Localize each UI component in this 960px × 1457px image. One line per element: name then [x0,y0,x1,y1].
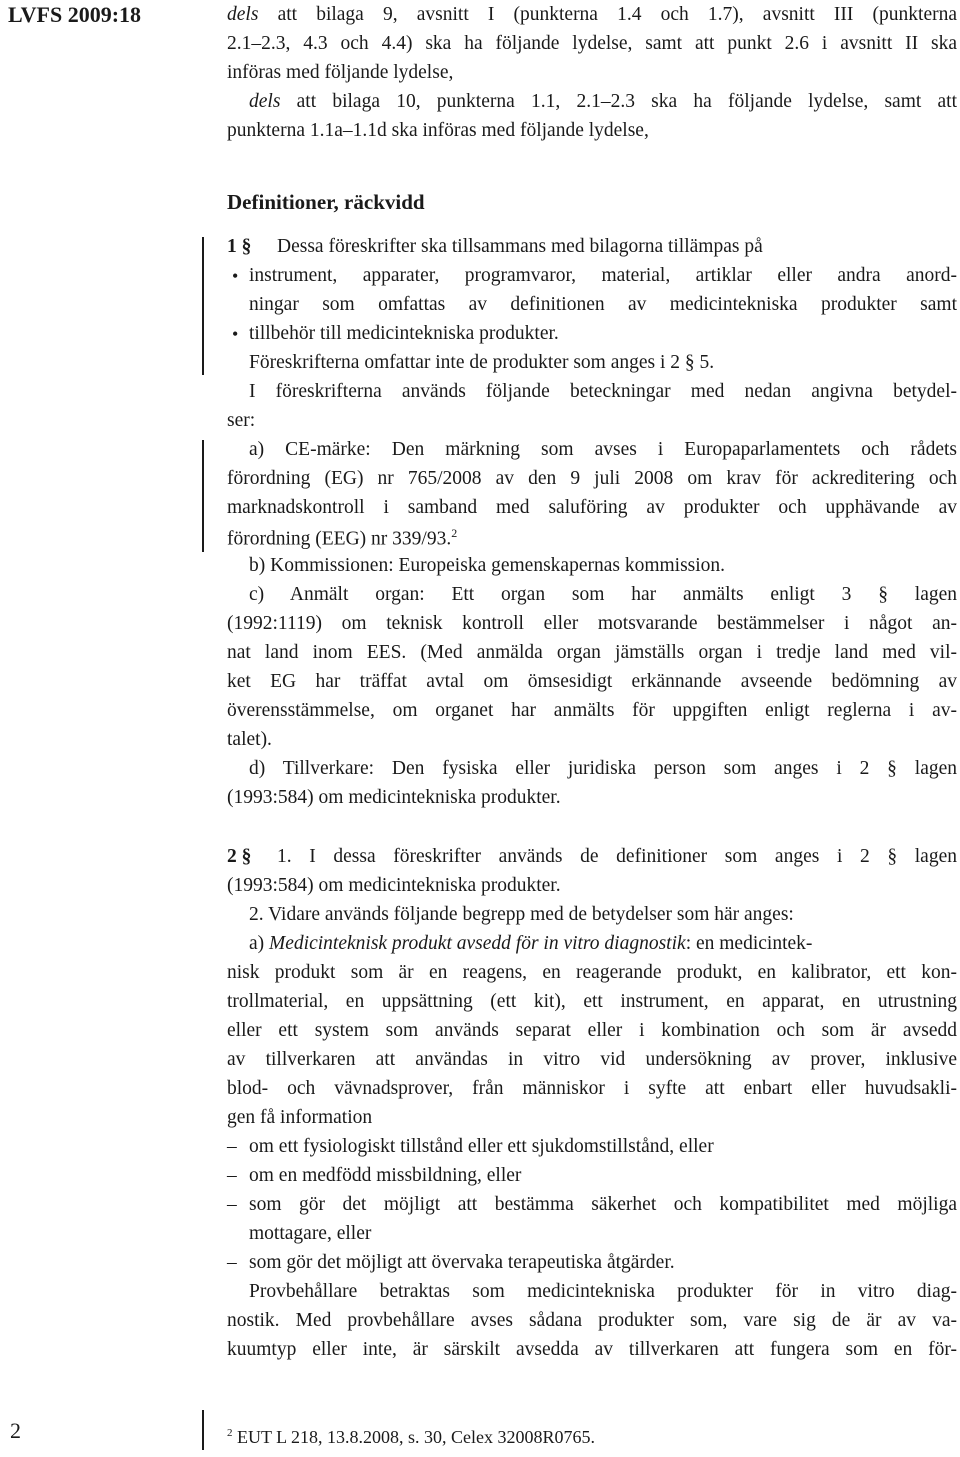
paragraph-line: talet). [227,729,272,750]
intro-line [249,92,957,112]
intro-line: införas med följande lydelse, [227,62,454,83]
footnote [227,1428,595,1446]
footnote-ref[interactable]: 2 [451,526,458,540]
paragraph-line: instrument, apparater, programvaror, material, artiklar eller andra anord- [249,265,957,286]
paragraph-line: Dessa föreskrifter ska tillsammans med bilagorna tillämpas på [277,236,763,257]
list-item: som gör det möjligt att bestämma säkerhet och kompatibilitet med möjliga [249,1194,957,1215]
paragraph-line: b) Kommissionen: Europeiska gemenskapernas kommission. [249,555,726,576]
change-bar [202,1410,204,1450]
dash-marker: – [227,1252,237,1273]
paragraph-line: 2. Vidare används följande begrepp med de betydelser som här anges: [249,904,794,925]
paragraph-line: nostik. Med provbehållare avses sådana produkter som, vare sig de är av va- [227,1310,957,1331]
paragraph-line: a) CE-märke: Den märkning som avses i Europaparlamentets och rådets [249,439,957,460]
paragraph-line: blod- och vävnadsprover, från människor i syfte att enbart eller huvudsakli- [227,1078,957,1099]
dash-marker: – [227,1194,237,1215]
bullet-icon: • [232,324,239,344]
change-bar [202,440,204,552]
paragraph-line: ningar som omfattas av definitionen av medicintekniska produkter samt [249,294,957,315]
line-text: : en medicintek- [685,933,813,954]
intro-line-text: dels att bilaga 10, punkterna 1.1, 2.1–2.3 ska ha följande lydelse, samt att [249,91,957,112]
paragraph-line: I föreskrifterna används följande beteckningar med nedan angivna betydel- [249,381,957,402]
page-number: 2 [10,1418,21,1443]
dash-marker: – [227,1136,237,1157]
intro-line-text: att bilaga 9, avsnitt I (punkterna 1.4 och 1.7), avsnitt III (punkterna [277,4,957,25]
paragraph-line: överensstämmelse, om organet har anmälts för uppgiften enligt reglerna i av- [227,700,957,721]
section-heading: Definitioner, räckvidd [227,190,425,214]
paragraph-line: c) Anmält organ: Ett organ som har anmälts enligt 3 § lagen [249,584,957,605]
line-text: förordning (EEG) nr 339/93. [227,528,452,550]
paragraph-line: nat land inom EES. (Med anmälda organ jämställs organ i tredje land med vil- [227,642,957,663]
dash-marker: – [227,1165,237,1186]
paragraph-line: ket EG har träffat avtal om ömsesidigt erkännande avseende bedömning av [227,671,957,692]
intro-line: punkterna 1.1a–1.1d ska införas med följande lydelse, [227,120,649,141]
paragraph-line: Provbehållare betraktas som medicintekniska produkter för in vitro diag- [249,1281,957,1302]
paragraph-line: Föreskrifterna omfattar inte de produkter som anges i 2 § 5. [249,352,715,373]
footnote-number: 2 [227,1427,233,1439]
section-number: 1 § [227,236,252,257]
list-item: om ett fysiologiskt tillstånd eller ett sjukdomstillstånd, eller [249,1136,714,1157]
paragraph-line [227,527,457,549]
document-id: LVFS 2009:18 [8,2,142,27]
emphasis: dels [249,91,281,112]
paragraph-line: (1993:584) om medicintekniska produkter. [227,787,561,808]
bullet-icon: • [232,266,239,286]
paragraph-line: tillbehör till medicintekniska produkter. [249,323,559,344]
defined-term: Medicinteknisk produkt avsedd för in vitro diagnostik [269,933,686,954]
paragraph-line: gen få information [227,1107,373,1128]
intro-line: 2.1–2.3, 4.3 och 4.4) ska ha följande lydelse, samt att punkt 2.6 i avsnitt II ska [227,33,957,54]
footnote-text: EUT L 218, 13.8.2008, s. 30, Celex 32008R0765. [237,1427,595,1447]
list-item: mottagare, eller [249,1223,372,1244]
paragraph-line: av tillverkaren att användas in vitro vid undersökning av prover, inklusive [227,1049,957,1070]
paragraph-line: 1. I dessa föreskrifter används de definitioner som anges i 2 § lagen [277,846,957,867]
change-bar [202,237,204,375]
section-number: 2 § [227,846,252,867]
list-item: som gör det möjligt att övervaka terapeutiska åtgärder. [249,1252,675,1273]
paragraph-line: eller ett system som används separat eller i kombination och som är avsedd [227,1020,957,1041]
paragraph-line: marknadskontroll i samband med saluföring av produkter och upphävande av [227,497,957,518]
intro-line: dels att bilaga 9, avsnitt I (punkterna 1.4 och 1.7), avsnitt III (punkterna [227,4,957,25]
paragraph-line: förordning (EG) nr 765/2008 av den 9 juli 2008 om krav för ackreditering och [227,468,957,489]
paragraph-line: (1993:584) om medicintekniska produkter. [227,875,561,896]
list-item: om en medfödd missbildning, eller [249,1165,522,1186]
line-text: a) [249,933,270,954]
paragraph-line: (1992:1119) om teknisk kontroll eller motsvarande bestämmelser i något an- [227,613,957,634]
paragraph-line [249,934,812,954]
paragraph-line: ser: [227,410,256,431]
paragraph-line: d) Tillverkare: Den fysiska eller juridiska person som anges i 2 § lagen [249,758,957,779]
paragraph-line: trollmaterial, en uppsättning (ett kit), ett instrument, en apparat, en utrustning [227,991,957,1012]
paragraph-line: nisk produkt som är en reagens, en reagerande produkt, en kalibrator, ett kon- [227,962,957,983]
paragraph-line: kuumtyp eller inte, är särskilt avsedda av tillverkaren att fungera som en för- [227,1339,957,1360]
